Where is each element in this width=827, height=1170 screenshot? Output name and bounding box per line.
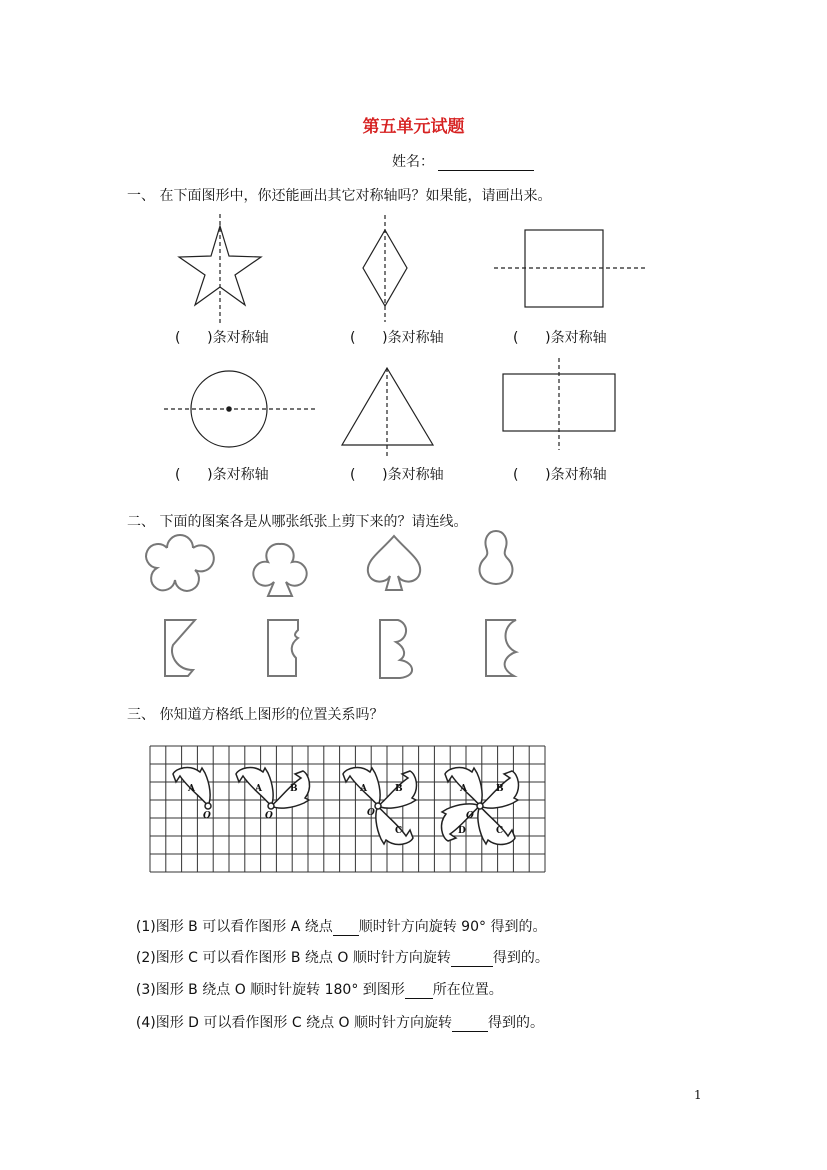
rotation-center-3 [375,803,381,809]
g2-label-b: B [290,784,298,794]
answer-square[interactable]: ( )条对称轴 [513,330,607,346]
gourd-icon [480,531,513,584]
g3-label-c: C [395,826,403,836]
answer-triangle[interactable]: ( )条对称轴 [350,467,444,483]
q3-item-2-post: 得到的。 [492,950,549,966]
g3-label-a: A [360,784,367,794]
q3-item-3-pre: (3)图形 B 绕点 O 顺时针旋转 180° 到图形 [135,982,405,998]
g4-label-c: C [496,826,504,836]
q3-item-4 [127,996,544,1032]
q3-item-1-post: 顺时针方向旋转 90° 得到的。 [358,919,547,935]
answer-rhombus[interactable]: ( )条对称轴 [350,330,444,346]
g1-label-a: A [188,784,195,794]
rotation-center-4 [477,803,483,809]
page-number: 1 [694,1088,702,1102]
q3-prompt: 三、 你知道方格纸上图形的位置关系吗？ [127,707,384,723]
answer-rectangle[interactable]: ( )条对称轴 [513,467,607,483]
name-label: 姓名： [392,154,434,170]
folded-paper-2 [268,620,298,676]
folded-paper-3 [380,620,412,678]
q3-item-2-pre: (2)图形 C 可以看作图形 B 绕点 O 顺时针方向旋转 [135,950,451,966]
q3-item-2 [127,931,549,967]
q3-item-3-post: 所在位置。 [432,982,503,998]
club-icon [253,544,306,596]
g3-label-b: B [395,784,403,794]
g1-label-o: O [203,811,211,821]
rotation-center-1 [205,803,211,809]
folded-paper-4 [486,620,516,676]
q1-prompt: 一、 在下面图形中，你还能画出其它对称轴吗？如果能，请画出来。 [127,188,552,204]
q2-prompt: 二、 下面的图案各是从哪张纸张上剪下来的？请连线。 [127,514,468,530]
q3-item-4-post: 得到的。 [488,1015,545,1031]
clover-icon [146,535,214,591]
spade-icon [368,536,420,590]
page-title: 第五单元试题 [362,117,465,137]
g4-label-d: D [458,826,466,836]
answer-circle[interactable]: ( )条对称轴 [175,467,269,483]
petal-figures [173,768,518,845]
rotation-center-2 [268,803,274,809]
g2-label-a: A [255,784,262,794]
answer-star[interactable]: ( )条对称轴 [175,330,269,346]
q3-item-1-pre: (1)图形 B 可以看作图形 A 绕点 [135,919,333,935]
q3-item-4-blank[interactable] [452,1017,488,1032]
folded-paper-1 [165,620,195,676]
g4-label-o: O [466,811,474,821]
g4-label-a: A [460,784,467,794]
q3-item-3 [127,963,503,999]
q3-item-4-pre: (4)图形 D 可以看作图形 C 绕点 O 顺时针方向旋转 [135,1015,453,1031]
g4-label-b: B [496,784,504,794]
g2-label-o: O [265,811,273,821]
g3-label-o: O [367,808,375,818]
